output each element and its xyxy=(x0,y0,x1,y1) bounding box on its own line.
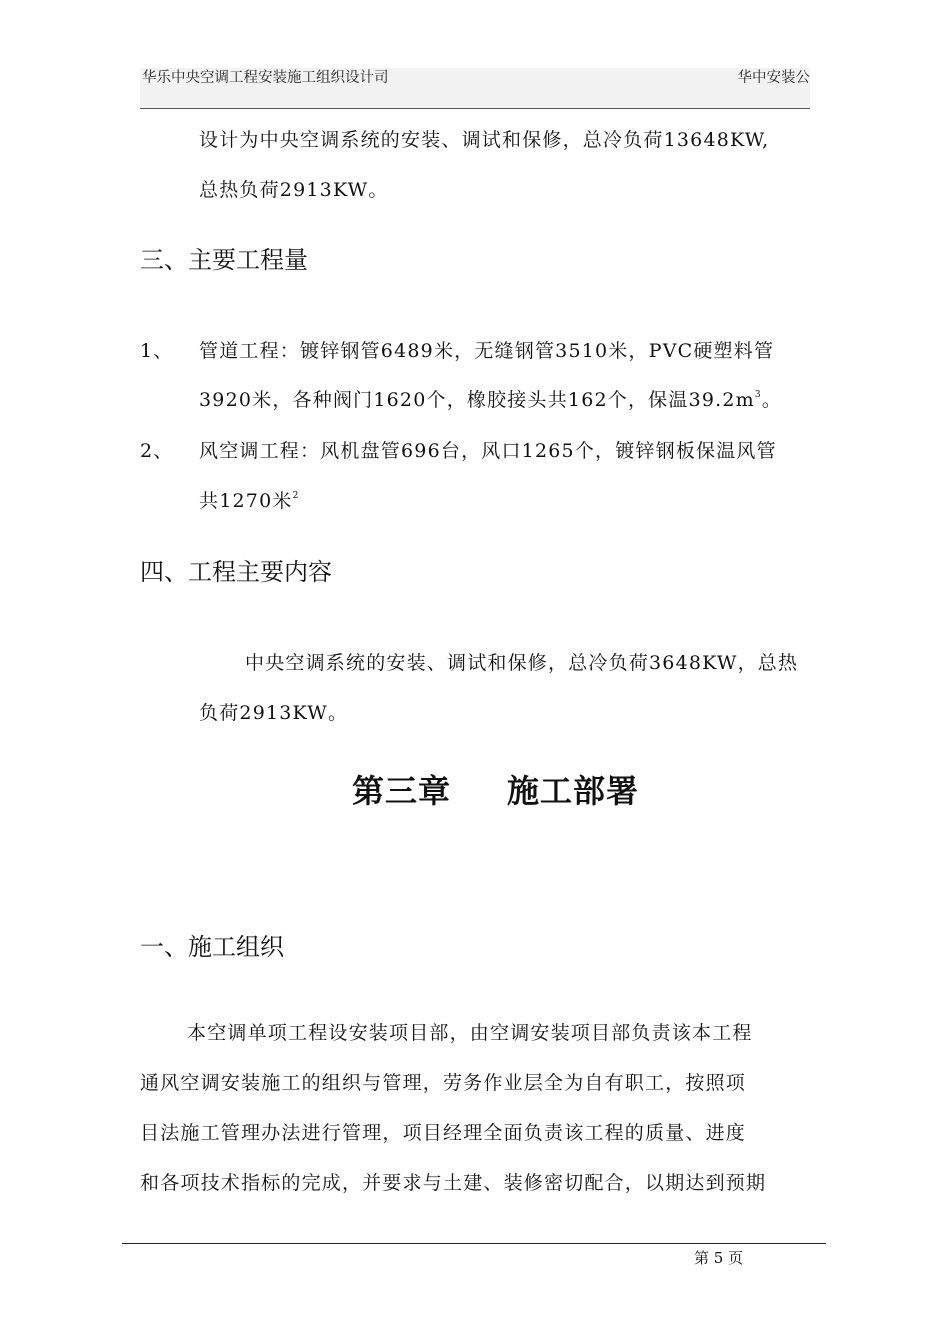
chapter-title xyxy=(352,766,639,812)
item-2-number: 2、 xyxy=(140,440,174,462)
item-1-number: 1、 xyxy=(140,340,174,362)
item-2-line-2-text: 共1270米 xyxy=(199,490,293,512)
section-heading-organization: 一、施工组织 xyxy=(140,933,284,961)
footer-divider xyxy=(122,1243,826,1244)
intro-line-1: 设计为中央空调系统的安装、调试和保修，总冷负荷13648KW, xyxy=(199,129,770,151)
item-1-line-2-end: 。 xyxy=(761,389,783,411)
page-number: 第 5 页 xyxy=(694,1249,744,1267)
paragraph-line-2: 通风空调安装施工的组织与管理，劳务作业层全为自有职工，按照项 xyxy=(140,1072,747,1094)
section-heading-main-content: 四、工程主要内容 xyxy=(140,558,332,586)
chapter-name: 施工部署 xyxy=(507,772,640,810)
header-document-title: 华乐中央空调工程安装施工组织设计司 xyxy=(142,70,389,86)
paragraph-line-1: 本空调单项工程设安装项目部，由空调安装项目部负责该本工程 xyxy=(187,1022,753,1044)
square-superscript: 2 xyxy=(292,491,300,501)
item-2-line-1: 风空调工程：风机盘管696台，风口1265个，镀锌钢板保温风管 xyxy=(199,440,777,462)
item-1-line-2 xyxy=(199,385,782,412)
item-1-line-2-text: 3920米，各种阀门1620个，橡胶接头共162个，保温39.2m xyxy=(199,389,755,411)
item-2-line-2 xyxy=(199,486,300,513)
page-header xyxy=(140,68,810,109)
main-content-line-1: 中央空调系统的安装、调试和保修，总冷负荷3648KW，总热 xyxy=(245,652,799,674)
intro-line-2: 总热负荷2913KW。 xyxy=(199,179,389,201)
header-company-name: 华中安装公 xyxy=(737,70,810,86)
paragraph-line-4: 和各项技术指标的完成，并要求与土建、装修密切配合，以期达到预期 xyxy=(140,1172,767,1194)
paragraph-line-3: 目法施工管理办法进行管理，项目经理全面负责该工程的质量、进度 xyxy=(140,1122,747,1144)
main-content-line-2: 负荷2913KW。 xyxy=(199,702,349,724)
item-1-line-1: 管道工程：镀锌钢管6489米，无缝钢管3510米，PVC硬塑料管 xyxy=(199,340,775,362)
chapter-number: 第三章 xyxy=(352,772,452,810)
section-heading-quantities: 三、主要工程量 xyxy=(140,246,308,274)
cubic-superscript: 3 xyxy=(754,390,762,400)
